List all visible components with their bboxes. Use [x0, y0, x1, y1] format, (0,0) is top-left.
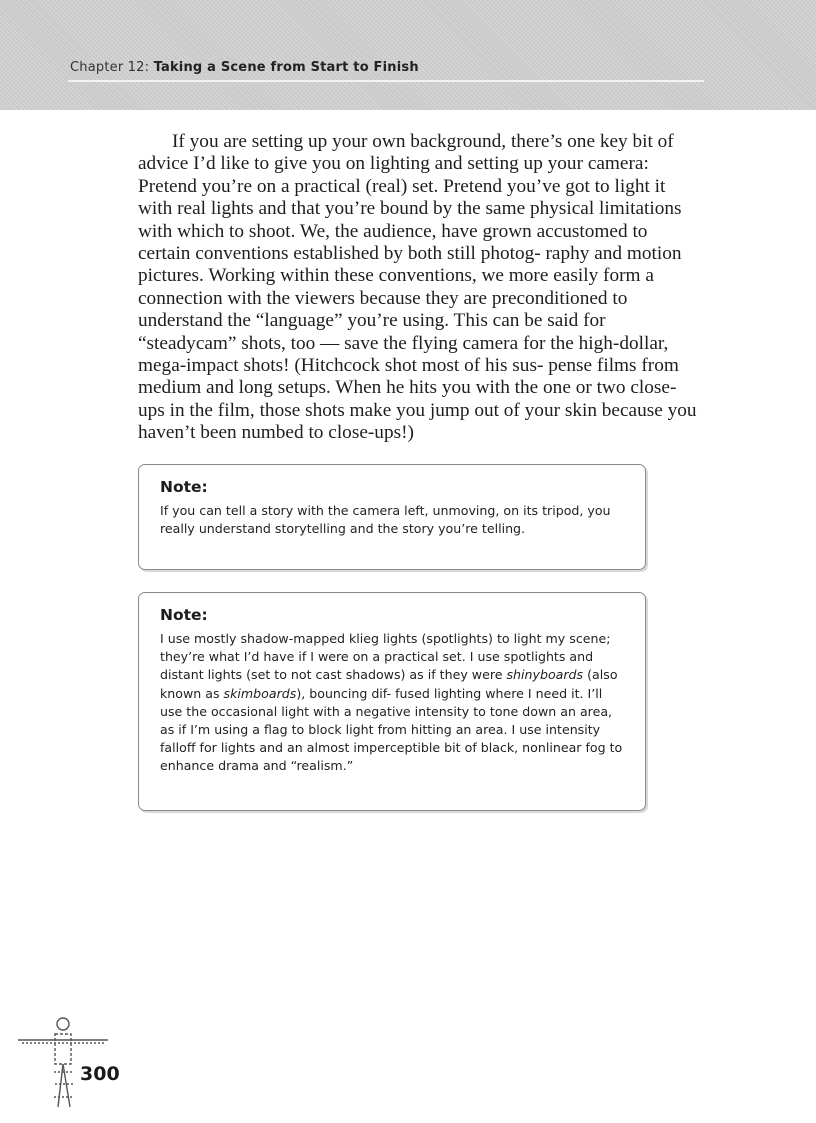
- body-text: [138, 131, 703, 445]
- note-box-tripod: [138, 464, 646, 570]
- header-band: [0, 0, 816, 110]
- note-italic-term: skimboards: [223, 685, 297, 701]
- note-box-lighting: [138, 592, 646, 811]
- chapter-label: Chapter 12:: [70, 60, 150, 75]
- body-paragraph: If you are setting up your own background, there’s one key bit of advice I’d like to give you on lighting and setting up your camera: Pretend you’re on a practical (real) set. Pretend you’ve got to light it with real lights and that you’re bound by the same physical limitations with which to shoot. We, the audience, have grown accustomed to certain conventions established by both still photog- raphy and motion pictures. Working within these conventions, we more easily form a connection with the viewers because they are preconditioned to understand the “language” you’re using. This can be said for “steadycam” shots, too — save the flying camera for the high-dollar, mega-impact shots! (Hitchcock shot most of his sus- pense films from medium and long setups. When he hits you with the one or two close-ups in the film, those shots make you jump out of your skin because you haven’t been numbed to close-ups!): [138, 131, 697, 444]
- note-title: Note:: [160, 606, 208, 624]
- note-text-part: I use mostly shadow-mapped klieg lights (spotlights) to light my scene; they’re what I’d have if I were on a practical set. I use spotlights and distant lights (set to not cast shadows) as if they were: [160, 631, 611, 683]
- header-rule: [68, 80, 704, 82]
- note-text: If you can tell a story with the camera left, unmoving, on its tripod, you really understand storytelling and the story you’re telling.: [160, 503, 611, 537]
- running-head: [70, 60, 419, 75]
- note-text-part: (also known as: [160, 667, 618, 701]
- note-title: Note:: [160, 478, 208, 496]
- note-text: [160, 630, 625, 776]
- note-italic-term: shinyboards: [506, 667, 584, 683]
- page-number: 300: [80, 1063, 120, 1085]
- note-text-part: ), bouncing dif- fused lighting where I need it. I’ll use the occasional light with a negative intensity to tone down an area, as if I’m using a flag to block light from hitting an area. I use intensity falloff for lights and an almost imperceptible bit of black, nonlinear fog to enhance drama and “realism.”: [160, 685, 623, 774]
- chapter-title: Taking a Scene from Start to Finish: [153, 60, 419, 75]
- skeleton-figure-icon: [18, 1012, 118, 1112]
